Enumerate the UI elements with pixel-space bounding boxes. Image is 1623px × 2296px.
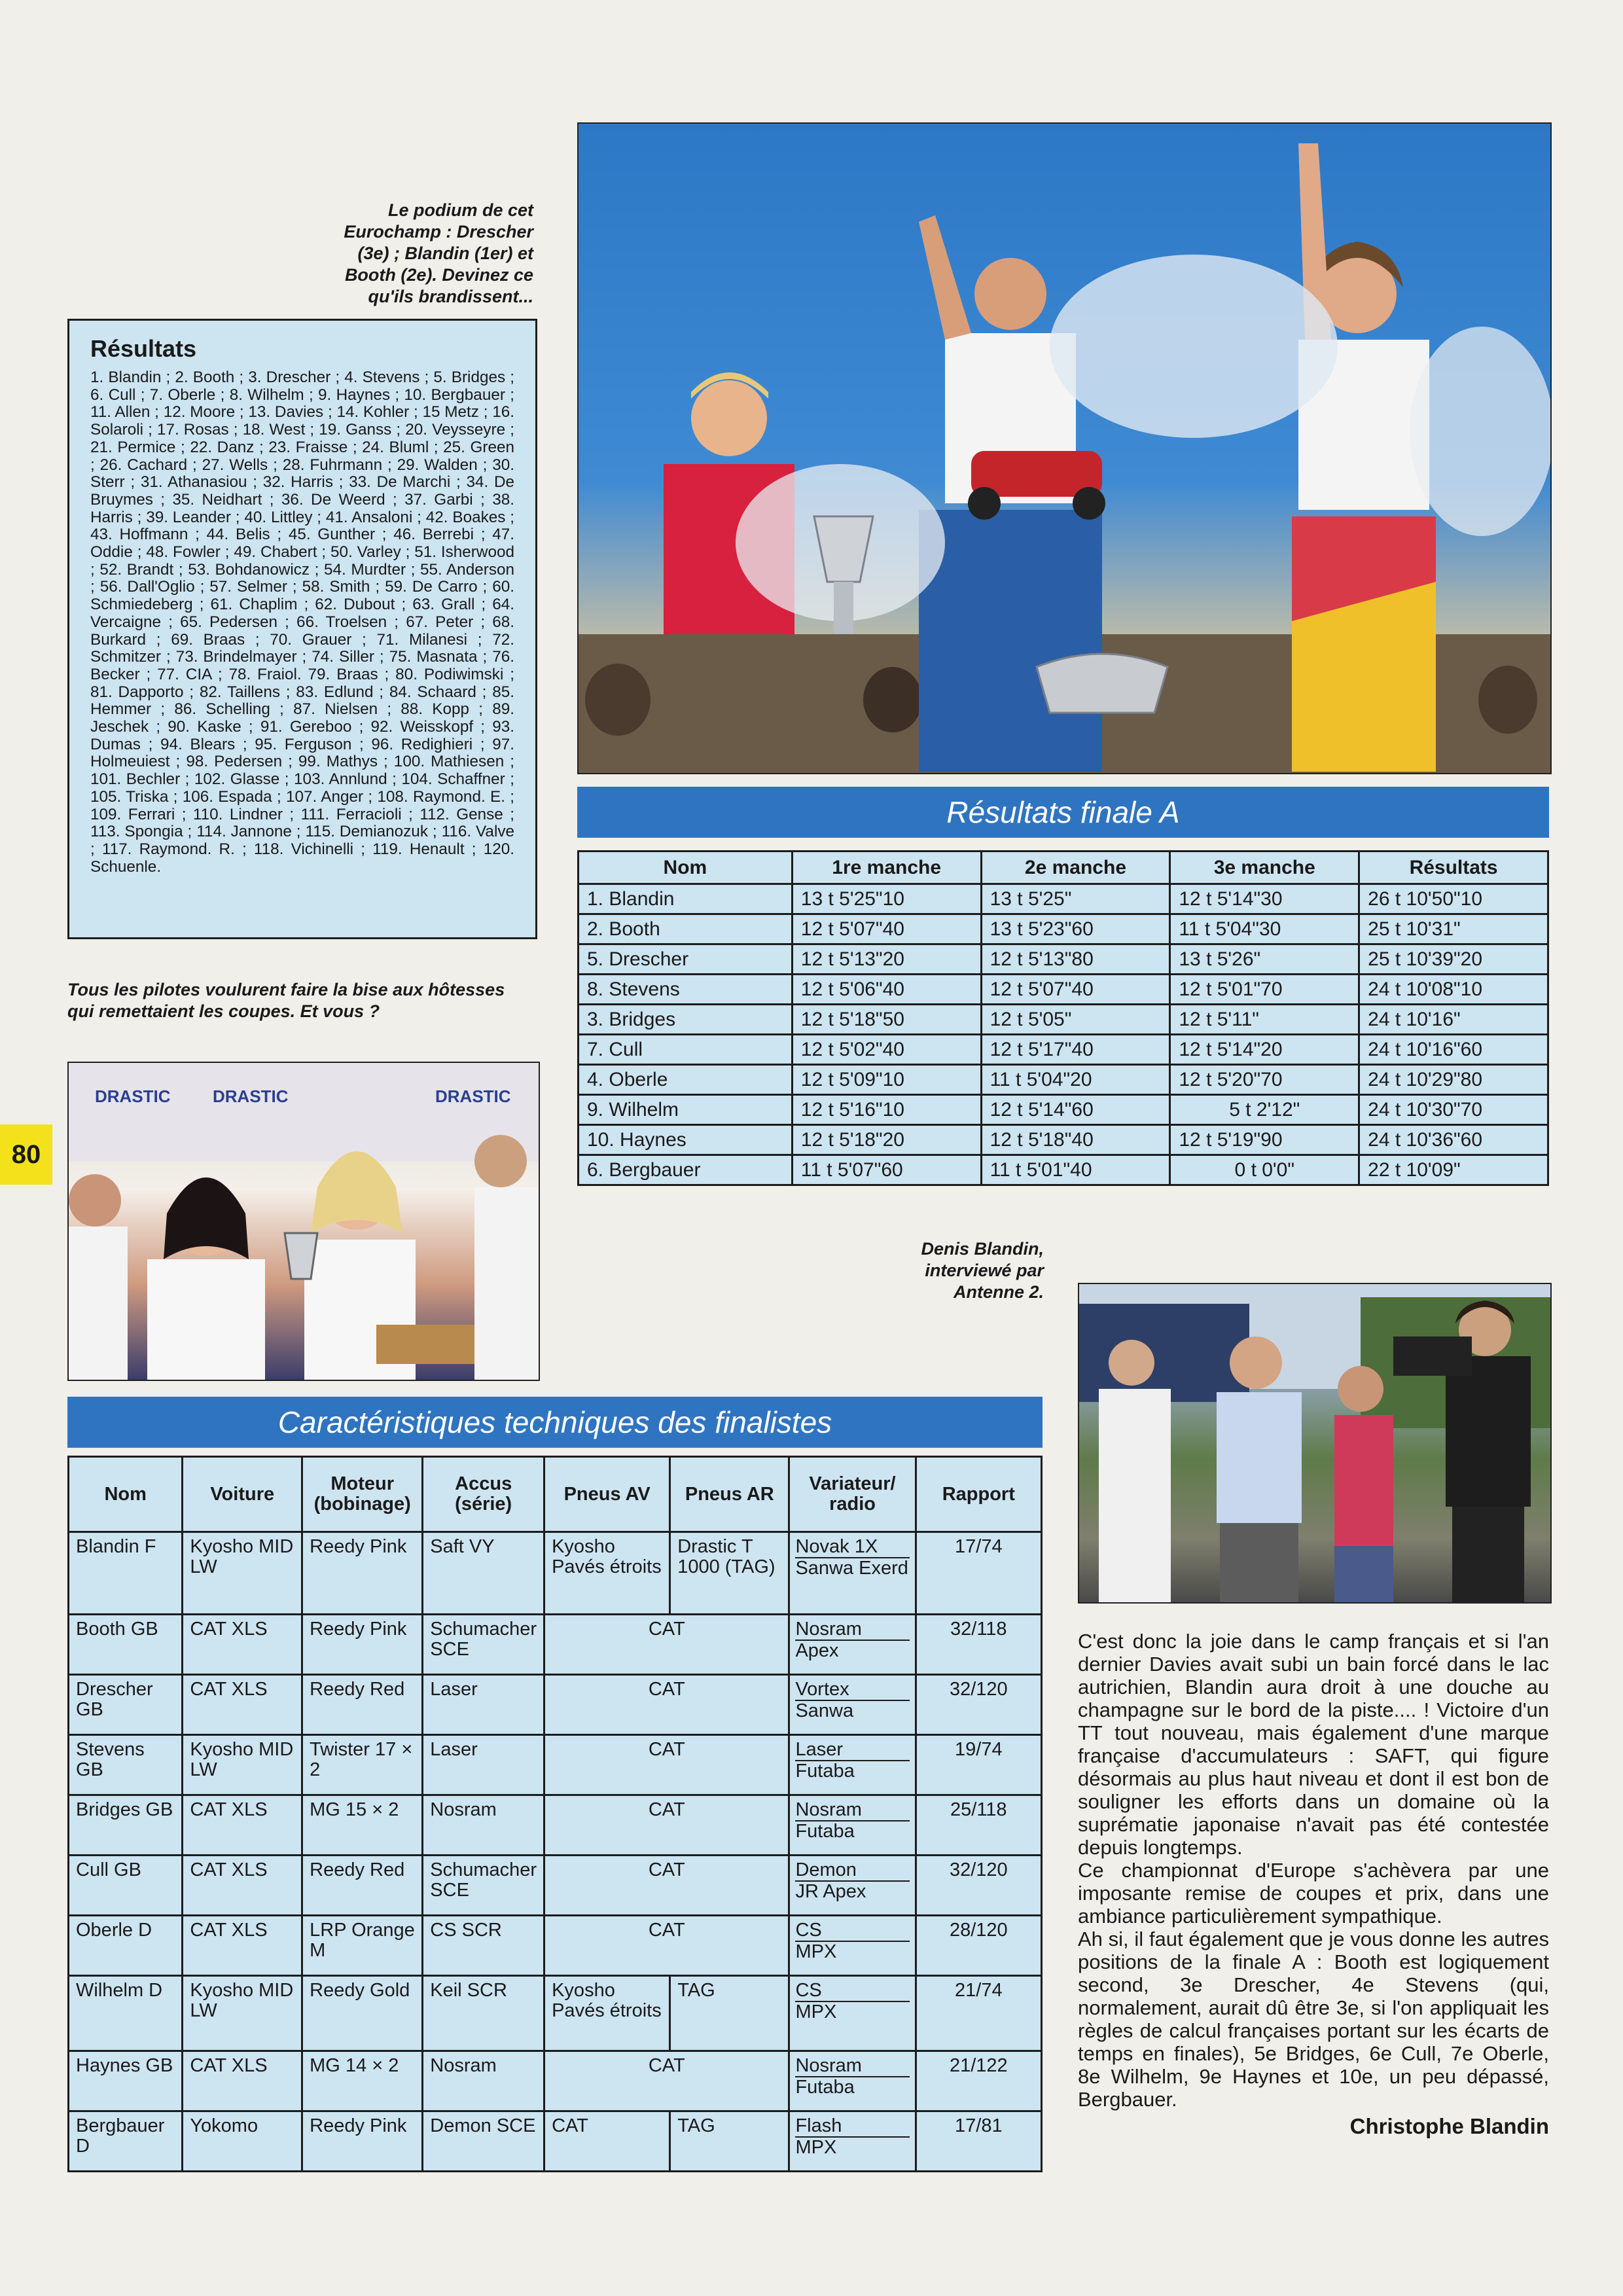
finale-a-header: 1re manche <box>792 852 981 884</box>
table-row <box>69 1976 1042 2051</box>
table-row <box>69 2051 1042 2111</box>
table-cell: 12 t 5'17"40 <box>981 1035 1170 1065</box>
tech-header: Pneus AV <box>544 1457 670 1532</box>
table-cell: TAG <box>670 2111 789 2172</box>
table-cell <box>789 1532 916 1615</box>
table-cell: 12 t 5'18"50 <box>792 1005 981 1035</box>
table-cell: 12 t 5'18"40 <box>981 1125 1170 1155</box>
table-cell: 28/120 <box>916 1916 1041 1976</box>
tech-header: Pneus AR <box>670 1457 789 1532</box>
tech-header: Voiture <box>183 1457 302 1532</box>
table-cell: Yokomo <box>183 2111 302 2172</box>
radio-value: MPX <box>795 1941 837 1962</box>
radio-value: MPX <box>795 2137 837 2158</box>
podium-photo-illustration <box>579 124 1550 773</box>
tech-header: Rapport <box>916 1457 1041 1532</box>
article-paragraph: Ah si, il faut également que je vous donne les autres positions de la finale A : Booth est logiquement second, 3e Drescher, 4e Stevens (qui, normalement, aurait dû être 3e, si l'on appliquait les règles de calcul françaises portant sur les écarts de temps en finales), 5e Bridges, 6e Cull, 7e Oberle, 8e Wilhelm, 9e Haynes et 10e, un peu dépassé, Bergbauer. <box>1078 1928 1549 2111</box>
table-cell: CAT XLS <box>183 1916 302 1976</box>
table-cell: Keil SCR <box>423 1976 544 2051</box>
table-cell: Kyosho MID LW <box>183 1735 302 1795</box>
table-cell <box>789 1675 916 1735</box>
table-cell: Reedy Pink <box>302 1615 423 1675</box>
table-cell: 4. Oberle <box>579 1065 793 1095</box>
table-cell <box>789 1916 916 1976</box>
table-row <box>69 1615 1042 1675</box>
table-cell: Kyosho Pavés étroits <box>544 1532 670 1615</box>
table-cell: 32/120 <box>916 1675 1041 1735</box>
article-paragraph: C'est donc la joie dans le camp français et si l'an dernier Davies avait subi un bain forcé dans le lac autrichien, Blandin aura droit à une douche au champagne sur le bord de la piste.... ! Victoire d'un TT tout nouveau, mais également d'une marque française d'accumulateurs : SAFT, qui figure désormais au plus haut niveau et dont il est bon de souligner les efforts dans un domaine où la suprématie japonaise n'avait pas été contestée depuis longtemps. <box>1078 1630 1549 1859</box>
table-cell: 19/74 <box>916 1735 1041 1795</box>
table-cell: 21/122 <box>916 2051 1041 2111</box>
table-cell: 6. Bergbauer <box>579 1155 793 1185</box>
table-cell: CAT <box>544 1856 789 1916</box>
table-cell: 24 t 10'30"70 <box>1359 1095 1548 1125</box>
table-cell: MG 15 × 2 <box>302 1795 423 1856</box>
table-cell: 7. Cull <box>579 1035 793 1065</box>
table-cell: CAT <box>544 2051 789 2111</box>
table-cell: Booth GB <box>69 1615 183 1675</box>
table-cell: Reedy Red <box>302 1675 423 1735</box>
interview-photo-illustration <box>1079 1284 1550 1602</box>
table-cell <box>789 1735 916 1795</box>
table-cell: 22 t 10'09" <box>1359 1155 1548 1185</box>
table-cell: 12 t 5'20"70 <box>1170 1065 1359 1095</box>
table-cell: TAG <box>670 1976 789 2051</box>
radio-value: Sanwa <box>795 1700 854 1721</box>
table-cell: Reedy Pink <box>302 1532 423 1615</box>
table-cell: 12 t 5'07"40 <box>792 914 981 944</box>
table-row <box>579 1095 1548 1125</box>
drastic-logo-text: DRASTIC <box>435 1086 511 1106</box>
radio-value: JR Apex <box>795 1881 866 1902</box>
drastic-logo-text: DRASTIC <box>95 1086 171 1106</box>
finale-a-header: Nom <box>579 852 793 884</box>
table-cell: 25/118 <box>916 1795 1041 1856</box>
table-cell: CAT <box>544 2111 670 2172</box>
finale-a-banner: Résultats finale A <box>577 787 1549 838</box>
table-cell: MG 14 × 2 <box>302 2051 423 2111</box>
table-cell <box>789 1615 916 1675</box>
table-cell: 11 t 5'04"30 <box>1170 914 1359 944</box>
table-row <box>579 1005 1548 1035</box>
table-cell: Wilhelm D <box>69 1976 183 2051</box>
article-body <box>1078 1630 1549 2138</box>
table-row <box>69 1675 1042 1735</box>
table-row <box>69 1532 1042 1615</box>
results-list: 1. Blandin ; 2. Booth ; 3. Drescher ; 4. Stevens ; 5. Bridges ; 6. Cull ; 7. Oberle ; 8. Wilhelm ; 9. Haynes ; 10. Bergbauer ; 11. Allen ; 12. Moore ; 13. Davies ; 14. Kohler ; 15 Metz ; 16. Solaroli ; 17. Rosas ; 18. West ; 19. Ganss ; 20. Veysseyre ; 21. Permice ; 22. Danz ; 23. Fraisse ; 24. Bluml ; 25. Green ; 26. Cachard ; 27. Wells ; 28. Fuhrmann ; 29. Walden ; 30. Sterr ; 31. Athanasiou ; 32. Harris ; 33. De Marchi ; 34. De Bruymes ; 35. Neidhart ; 36. De Weerd ; 37. Garbi ; 38. Harris ; 39. Leander ; 40. Littley ; 41. Ansaloni ; 42. Boakes ; 43. Hoffmann ; 44. Belis ; 45. Gunther ; 46. Berrebi ; 47. Oddie ; 48. Fowler ; 49. Chabert ; 50. Varley ; 51. Isherwood ; 52. Brandt ; 53. Bohdanowicz ; 54. Murdter ; 55. Anderson ; 56. Dall'Oglio ; 57. Selmer ; 58. Smith ; 59. De Carro ; 60. Schmiedeberg ; 61. Chaplim ; 62. Dubout ; 63. Grall ; 64. Vercaigne ; 65. Pedersen ; 66. Troelsen ; 67. Peter ; 68. Burkard ; 69. Braas ; 70. Grauer ; 71. Milanesi ; 72. Schmitzer ; 73. Brindelmayer ; 74. Siller ; 75. Masnata ; 76. Becker ; 77. CIA ; 78. Fraiol. 79. Braas ; 80. Podiwimski ; 81. Dapporto ; 82. Taillens ; 83. Edlund ; 84. Schaard ; 85. Hemmer ; 86. Schelling ; 87. Nielsen ; 88. Kopp ; 89. Jeschek ; 90. Kaske ; 91. Gereboo ; 92. Weisskopf ; 93. Dumas ; 94. Blears ; 95. Ferguson ; 96. Redighieri ; 97. Holmeuiest ; 98. Pedersen ; 99. Mathys ; 100. Mathiesen ; 101. Bechler ; 102. Glasse ; 103. Annlund ; 104. Schaffner ; 105. Triska ; 106. Espada ; 107. Anger ; 108. Raymond. E. ; 109. Ferrari ; 110. Lindner ; 111. Ferracioli ; 112. Gense ; 113. Spongia ; 114. Jannone ; 115. Demianozuk ; 116. Valve ; 117. Raymond. R. ; 118. Vichinelli ; 119. Henault ; 120. Schuenle. <box>90 368 514 876</box>
table-cell: 25 t 10'31" <box>1359 914 1548 944</box>
table-cell: 12 t 5'19"90 <box>1170 1125 1359 1155</box>
table-cell: 32/118 <box>916 1615 1041 1675</box>
table-cell: 26 t 10'50"10 <box>1359 884 1548 914</box>
variateur-value: CS <box>795 1981 909 2002</box>
table-cell: 12 t 5'06"40 <box>792 975 981 1005</box>
table-cell: 0 t 0'0" <box>1170 1155 1359 1185</box>
table-cell: 17/74 <box>916 1532 1041 1615</box>
table-cell: 13 t 5'26" <box>1170 944 1359 975</box>
table-cell: 13 t 5'23"60 <box>981 914 1170 944</box>
variateur-value: Demon <box>795 1860 909 1882</box>
table-cell: 3. Bridges <box>579 1005 793 1035</box>
table-cell <box>789 2051 916 2111</box>
table-cell: 21/74 <box>916 1976 1041 2051</box>
table-cell: CAT <box>544 1735 789 1795</box>
tech-header: Moteur (bobinage) <box>302 1457 423 1532</box>
table-cell: Reedy Gold <box>302 1976 423 2051</box>
interview-caption: Denis Blandin, interviewé par Antenne 2. <box>921 1239 1044 1302</box>
table-cell: 1. Blandin <box>579 884 793 914</box>
table-cell: CAT XLS <box>183 1795 302 1856</box>
table-cell: 12 t 5'05" <box>981 1005 1170 1035</box>
table-cell: 12 t 5'14"30 <box>1170 884 1359 914</box>
table-cell: 12 t 5'18"20 <box>792 1125 981 1155</box>
table-row <box>579 1155 1548 1185</box>
table-cell <box>789 2111 916 2172</box>
table-cell: 12 t 5'09"10 <box>792 1065 981 1095</box>
table-cell: Kyosho MID LW <box>183 1976 302 2051</box>
tech-table <box>67 1456 1043 2172</box>
results-box <box>67 319 537 939</box>
table-cell: 11 t 5'07"60 <box>792 1155 981 1185</box>
table-cell: Schumacher SCE <box>423 1856 544 1916</box>
table-cell: CAT <box>544 1795 789 1856</box>
tech-header-row <box>69 1457 1042 1532</box>
table-row <box>69 2111 1042 2172</box>
table-cell: 12 t 5'11" <box>1170 1005 1359 1035</box>
table-cell: 24 t 10'16" <box>1359 1005 1548 1035</box>
variateur-value: Flash <box>795 2116 909 2138</box>
table-cell: Saft VY <box>423 1532 544 1615</box>
hostesses-photo-illustration <box>69 1063 539 1380</box>
table-cell: CAT <box>544 1675 789 1735</box>
table-cell: Reedy Pink <box>302 2111 423 2172</box>
table-cell: 12 t 5'01"70 <box>1170 975 1359 1005</box>
table-cell: 9. Wilhelm <box>579 1095 793 1125</box>
table-cell: 8. Stevens <box>579 975 793 1005</box>
table-cell <box>789 1795 916 1856</box>
table-cell: Bridges GB <box>69 1795 183 1856</box>
finale-a-table <box>577 850 1549 1186</box>
radio-value: Futaba <box>795 2077 855 2098</box>
table-cell: Kyosho MID LW <box>183 1532 302 1615</box>
podium-caption: Le podium de cet Eurochamp : Drescher (3e) ; Blandin (1er) et Booth (2e). Devinez ce qu'ils brandissent... <box>344 200 533 306</box>
table-cell: CS SCR <box>423 1916 544 1976</box>
table-cell: 13 t 5'25" <box>981 884 1170 914</box>
table-row <box>579 1125 1548 1155</box>
table-row <box>69 1795 1042 1856</box>
table-cell: Blandin F <box>69 1532 183 1615</box>
table-row <box>579 884 1548 914</box>
table-cell: Stevens GB <box>69 1735 183 1795</box>
podium-photo <box>577 122 1552 774</box>
finale-a-header: Résultats <box>1359 852 1548 884</box>
table-cell: CAT XLS <box>183 2051 302 2111</box>
table-cell: CAT <box>544 1916 789 1976</box>
table-cell: Reedy Red <box>302 1856 423 1916</box>
table-cell: LRP Orange M <box>302 1916 423 1976</box>
table-row <box>579 944 1548 975</box>
article-paragraph: Ce championnat d'Europe s'achèvera par une imposante remise de coupes et prix, dans une ambiance particulièrement sympathique. <box>1078 1859 1549 1928</box>
table-cell: 12 t 5'13"20 <box>792 944 981 975</box>
results-title: Résultats <box>90 335 197 362</box>
radio-value: Sanwa Exerd <box>795 1558 908 1579</box>
table-cell: 12 t 5'02"40 <box>792 1035 981 1065</box>
table-row <box>69 1856 1042 1916</box>
table-cell: Nosram <box>423 1795 544 1856</box>
table-cell: 17/81 <box>916 2111 1041 2172</box>
table-cell: CAT XLS <box>183 1675 302 1735</box>
table-cell: CAT XLS <box>183 1615 302 1675</box>
table-row <box>579 1065 1548 1095</box>
page-number-badge: 80 <box>0 1124 52 1185</box>
radio-value: MPX <box>795 2001 837 2022</box>
table-cell: Laser <box>423 1735 544 1795</box>
table-cell: Nosram <box>423 2051 544 2111</box>
variateur-value: Nosram <box>795 1619 909 1641</box>
table-cell: 24 t 10'29"80 <box>1359 1065 1548 1095</box>
article-author: Christophe Blandin <box>1349 2114 1549 2138</box>
variateur-value: Laser <box>795 1740 909 1761</box>
table-row <box>579 975 1548 1005</box>
hostesses-photo <box>67 1062 540 1381</box>
variateur-value: Nosram <box>795 1800 909 1821</box>
variateur-value: CS <box>795 1920 909 1942</box>
table-cell: 13 t 5'25"10 <box>792 884 981 914</box>
finale-a-header-row <box>579 852 1548 884</box>
table-cell: Cull GB <box>69 1856 183 1916</box>
table-cell: 11 t 5'01"40 <box>981 1155 1170 1185</box>
variateur-value: Nosram <box>795 2056 909 2077</box>
variateur-value: Novak 1X <box>795 1537 909 1558</box>
table-cell: 12 t 5'14"60 <box>981 1095 1170 1125</box>
table-cell: 24 t 10'16"60 <box>1359 1035 1548 1065</box>
table-cell: Demon SCE <box>423 2111 544 2172</box>
radio-value: Futaba <box>795 1821 855 1842</box>
table-cell: Laser <box>423 1675 544 1735</box>
table-cell: 2. Booth <box>579 914 793 944</box>
hostesses-caption: Tous les pilotes voulurent faire la bise aux hôtesses qui remettaient les coupes. Et vous ? <box>67 980 505 1021</box>
table-cell: Drescher GB <box>69 1675 183 1735</box>
table-cell: Drastic T 1000 (TAG) <box>670 1532 789 1615</box>
tech-banner: Caractéristiques techniques des finalistes <box>67 1397 1043 1448</box>
table-cell: Oberle D <box>69 1916 183 1976</box>
table-cell <box>789 1976 916 2051</box>
table-cell: 32/120 <box>916 1856 1041 1916</box>
table-row <box>69 1916 1042 1976</box>
table-row <box>579 1035 1548 1065</box>
finale-a-header: 3e manche <box>1170 852 1359 884</box>
table-cell: CAT <box>544 1615 789 1675</box>
table-cell: 5. Drescher <box>579 944 793 975</box>
table-cell: 12 t 5'13"80 <box>981 944 1170 975</box>
finale-a-header: 2e manche <box>981 852 1170 884</box>
table-cell: Twister 17 × 2 <box>302 1735 423 1795</box>
drastic-logo-text: DRASTIC <box>213 1086 289 1106</box>
table-row <box>69 1735 1042 1795</box>
table-cell <box>789 1856 916 1916</box>
radio-value: Futaba <box>795 1761 855 1782</box>
table-cell: Schumacher SCE <box>423 1615 544 1675</box>
table-cell: Bergbauer D <box>69 2111 183 2172</box>
table-cell: 25 t 10'39"20 <box>1359 944 1548 975</box>
table-row <box>579 914 1548 944</box>
table-cell: Kyosho Pavés étroits <box>544 1976 670 2051</box>
table-cell: CAT XLS <box>183 1856 302 1916</box>
table-cell: 12 t 5'07"40 <box>981 975 1170 1005</box>
tech-header: Variateur/ radio <box>789 1457 916 1532</box>
table-cell: 12 t 5'14"20 <box>1170 1035 1359 1065</box>
table-cell: 24 t 10'08"10 <box>1359 975 1548 1005</box>
radio-value: Apex <box>795 1640 839 1661</box>
table-cell: 24 t 10'36"60 <box>1359 1125 1548 1155</box>
table-cell: 11 t 5'04"20 <box>981 1065 1170 1095</box>
tech-header: Accus (série) <box>423 1457 544 1532</box>
table-cell: 12 t 5'16"10 <box>792 1095 981 1125</box>
table-cell: 10. Haynes <box>579 1125 793 1155</box>
variateur-value: Vortex <box>795 1679 909 1701</box>
table-cell: 5 t 2'12" <box>1170 1095 1359 1125</box>
interview-photo <box>1078 1283 1552 1604</box>
tech-header: Nom <box>69 1457 183 1532</box>
table-cell: Haynes GB <box>69 2051 183 2111</box>
